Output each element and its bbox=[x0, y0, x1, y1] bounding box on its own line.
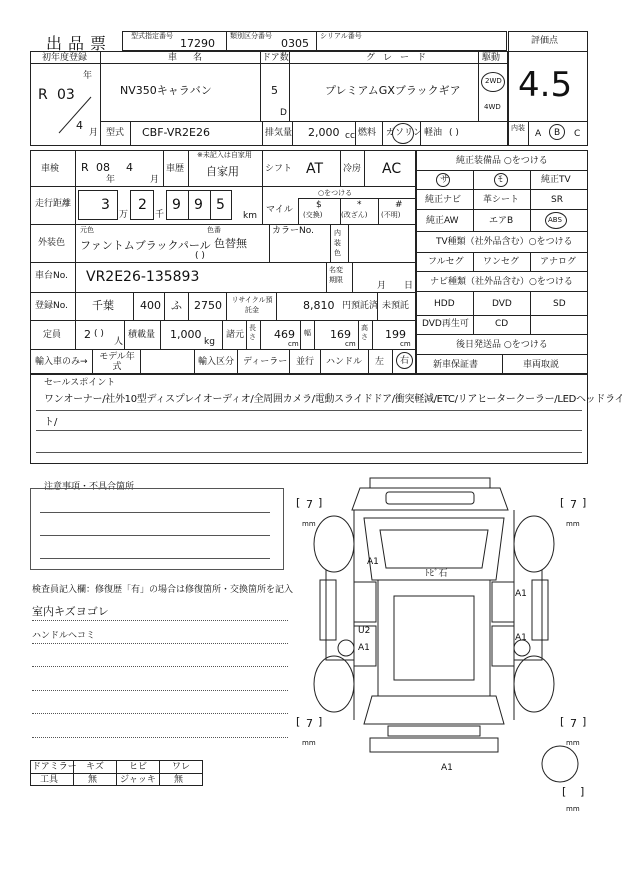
car-body-diagram bbox=[290, 470, 590, 810]
inspection-month-unit: 月 bbox=[150, 175, 160, 185]
mark-windshield: ﾄﾋﾞ石 bbox=[425, 569, 448, 579]
inspector-note-2: ハンドルヘコミ bbox=[32, 631, 96, 641]
reg-kana: ふ bbox=[171, 299, 182, 312]
rear-window-outline bbox=[364, 696, 504, 724]
load: 1,000 bbox=[170, 328, 202, 341]
first-reg-month: 4 bbox=[76, 119, 83, 132]
class-no: 0305 bbox=[281, 37, 309, 50]
sales-line-2: ト/ bbox=[44, 417, 58, 428]
tire-fl-unit: mm bbox=[302, 520, 316, 528]
tamper-label: (改ざん) bbox=[341, 211, 368, 219]
tamper-symbol: * bbox=[357, 200, 362, 210]
first-reg-year-unit: 年 bbox=[83, 71, 93, 81]
caution-label: 注意事項・不具合箇所 bbox=[44, 482, 135, 492]
interior-a: A bbox=[535, 129, 542, 139]
color-no-label: 色番 bbox=[207, 226, 221, 234]
score-label: 評価点 bbox=[531, 36, 559, 46]
legend-v1: 工具 bbox=[40, 775, 59, 785]
height-unit: cm bbox=[400, 340, 411, 348]
equip-aw: 純正AW bbox=[426, 216, 459, 226]
mark-rear-bumper: A1 bbox=[441, 763, 453, 773]
mileage-digit-4: 9 bbox=[194, 197, 203, 213]
first-reg-month-unit: 月 bbox=[89, 128, 99, 138]
tv-fullseg: フルセグ bbox=[428, 257, 464, 267]
mark-right-front: A1 bbox=[515, 589, 527, 599]
inspection-month: 4 bbox=[126, 161, 133, 174]
chassis-label: 車台No. bbox=[35, 271, 68, 281]
tire-rear-left bbox=[314, 656, 354, 712]
first-reg-era: R bbox=[38, 87, 48, 103]
name-change-month: 月 bbox=[377, 281, 387, 291]
legend-h1: ドアミラー bbox=[32, 762, 77, 772]
mark-left-slide: U2 bbox=[358, 626, 371, 636]
mileage-digit-5: 5 bbox=[216, 197, 225, 213]
grade: プレミアムGXブラックギア bbox=[325, 84, 461, 97]
equip-sr: SR bbox=[551, 195, 563, 205]
tv-oneseg: ワンセグ bbox=[483, 257, 520, 267]
exterior-label: 外装色 bbox=[38, 238, 66, 248]
mileage-unit: km bbox=[243, 211, 257, 221]
mark-right-rear: A1 bbox=[515, 633, 527, 643]
handle-left: 左 bbox=[375, 357, 385, 367]
color-code-label: カラーNo. bbox=[272, 226, 314, 236]
model-year-label: モデル年式 bbox=[99, 352, 135, 372]
dealer: ディーラー bbox=[243, 357, 288, 367]
grade-label: グレード bbox=[366, 53, 435, 63]
interior-color-label: 内装色 bbox=[334, 229, 341, 257]
navi-type-label: ナビ種類（社外品含む）○をつける bbox=[430, 277, 573, 287]
doc-warranty: 新車保証書 bbox=[433, 360, 479, 370]
doors-d: D bbox=[280, 108, 287, 118]
mileage-man: 万 bbox=[119, 210, 129, 220]
import-label: 輸入車のみ→ bbox=[35, 357, 88, 367]
equip-airbag: エアB bbox=[489, 216, 514, 226]
unknown-symbol: # bbox=[395, 200, 403, 210]
inspection-label: 車検 bbox=[41, 164, 60, 174]
type-no: 17290 bbox=[180, 37, 215, 50]
exchange-symbol: $ bbox=[316, 200, 322, 210]
class-no-label: 類別区分番号 bbox=[230, 32, 272, 40]
import-type-label: 輸入区分 bbox=[198, 357, 235, 367]
doc-manual: 車両取説 bbox=[523, 360, 560, 370]
tire-spare bbox=[542, 746, 578, 782]
inspection-year-unit: 年 bbox=[106, 175, 116, 185]
equip-sunroof: サ bbox=[440, 175, 450, 185]
equip-abs: ABS bbox=[548, 216, 562, 224]
hood-outline bbox=[352, 488, 508, 510]
orig-color-label: 元色 bbox=[80, 226, 94, 234]
recycle-label: リサイクル預託金 bbox=[231, 296, 273, 314]
mileage-label: 走行距離 bbox=[35, 199, 72, 209]
doors-label: ドア数 bbox=[262, 53, 289, 63]
mileage-digit-3: 9 bbox=[172, 197, 181, 213]
tire-rr-depth: 7 bbox=[570, 717, 577, 730]
displacement-unit: cc bbox=[345, 131, 355, 141]
load-unit: kg bbox=[204, 337, 215, 347]
serial-label: シリアル番号 bbox=[320, 32, 362, 40]
equip-navi: 純正ナビ bbox=[425, 195, 462, 205]
history-label: 車歴 bbox=[166, 164, 185, 174]
page-title: 出品票 bbox=[46, 34, 113, 53]
shift-label: シフト bbox=[265, 164, 293, 174]
history: 自家用 bbox=[206, 165, 239, 178]
legend-h4: ワレ bbox=[172, 762, 191, 772]
dims-label: 諸元 bbox=[226, 330, 245, 340]
tire-rl-unit: mm bbox=[302, 739, 316, 747]
reg-class: 400 bbox=[140, 299, 161, 312]
capacity-paren: ( ) bbox=[94, 329, 104, 339]
mileage-sen: 千 bbox=[155, 210, 165, 220]
fuel: ガソリン bbox=[386, 128, 423, 138]
legend-v3: ジャッキ bbox=[120, 775, 156, 785]
roof-outline bbox=[378, 580, 490, 696]
legend-h2: キズ bbox=[86, 762, 104, 772]
tire-rear-right bbox=[514, 656, 554, 712]
inspector-label: 検査員記入欄：修復歴「有」の場合は修復箇所・交換箇所を記入 bbox=[32, 585, 294, 595]
diesel-paren: ( ) bbox=[449, 128, 459, 138]
width-label: 幅 bbox=[304, 329, 311, 337]
navi-dvd: DVD bbox=[492, 299, 512, 309]
drive-label: 駆動 bbox=[482, 53, 501, 63]
rear-bumper-outline bbox=[370, 738, 498, 752]
tire-spare-unit: mm bbox=[566, 805, 580, 813]
tire-fr-depth: 7 bbox=[570, 498, 577, 511]
drive-2wd: 2WD bbox=[485, 77, 502, 85]
ac-label: 冷房 bbox=[343, 164, 362, 174]
mark-left-slide-2: A1 bbox=[358, 643, 370, 653]
inspection-era: R bbox=[81, 161, 89, 174]
mileage-digit-2: 2 bbox=[138, 197, 147, 213]
navi-sd: SD bbox=[553, 299, 566, 309]
inspection-year: 08 bbox=[96, 161, 110, 174]
diesel-label: 軽油 bbox=[424, 128, 443, 138]
load-label: 積載量 bbox=[128, 330, 156, 340]
height-label: 高さ bbox=[361, 324, 368, 341]
tire-fl-depth: 7 bbox=[306, 498, 313, 511]
mileage-circle-note: ○をつける bbox=[318, 189, 353, 197]
equip-leather: 革シート bbox=[483, 195, 520, 205]
reg-label: 登録No. bbox=[35, 301, 68, 311]
unknown-label: (不明) bbox=[381, 211, 401, 219]
fuel-label: 燃料 bbox=[358, 128, 377, 138]
name-change-label: 名変期限 bbox=[329, 266, 343, 284]
length: 469 bbox=[274, 328, 295, 341]
reg-number: 2750 bbox=[194, 299, 222, 312]
interior-label: 内装 bbox=[511, 124, 525, 132]
equip-tv: 純正TV bbox=[541, 175, 571, 185]
drive-4wd: 4WD bbox=[484, 103, 501, 111]
color-unchanged: 色替無 bbox=[214, 237, 247, 250]
interior-b: B bbox=[554, 128, 561, 138]
mile-label: マイル bbox=[266, 205, 293, 215]
parallel: 並行 bbox=[296, 357, 315, 367]
doors: 5 bbox=[271, 84, 278, 97]
reg-area: 千葉 bbox=[92, 299, 114, 312]
score-value: 4.5 bbox=[518, 65, 573, 105]
length-unit: cm bbox=[288, 340, 299, 348]
handle-right: 右 bbox=[400, 356, 410, 366]
orig-color: ファントムブラックパール bbox=[80, 239, 211, 252]
name-change-day: 日 bbox=[404, 281, 414, 291]
height: 199 bbox=[385, 328, 406, 341]
tire-rl-depth: 7 bbox=[306, 717, 313, 730]
navi-cd: CD bbox=[495, 319, 509, 329]
first-reg-label: 初年度登録 bbox=[42, 53, 88, 63]
model-label: 型式 bbox=[106, 128, 125, 138]
type-no-label: 型式指定番号 bbox=[131, 32, 173, 40]
capacity: 2 bbox=[84, 328, 91, 341]
legend-h3: ヒビ bbox=[129, 762, 148, 772]
tire-front-right bbox=[514, 516, 554, 572]
chassis: VR2E26-135893 bbox=[86, 269, 200, 285]
history-note: ※未記入は自家用 bbox=[197, 151, 252, 159]
car-name-label: 車名 bbox=[168, 53, 219, 63]
docs-label: 後日発送品 ○をつける bbox=[456, 340, 548, 350]
tire-rr-unit: mm bbox=[566, 739, 580, 747]
color-paren: ( ) bbox=[195, 251, 205, 261]
length-label: 長さ bbox=[249, 324, 256, 341]
navi-dvd-play: DVD再生可 bbox=[422, 319, 469, 329]
left-side-panel bbox=[320, 580, 336, 640]
factory-label: 純正装備品 ○をつける bbox=[456, 156, 548, 166]
model: CBF-VR2E26 bbox=[142, 126, 210, 139]
sales-line-1: ワンオーナー/社外10型ディスプレイオーディオ/全周囲カメラ/電動スライドドア/衝突軽減/ETC/リアヒータークーラー/LEDヘッドライ bbox=[44, 394, 625, 405]
sales-label: セールスポイント bbox=[44, 378, 116, 388]
capacity-label: 定員 bbox=[43, 330, 62, 340]
width: 169 bbox=[330, 328, 351, 341]
displacement-label: 排気量 bbox=[265, 128, 293, 138]
recycle-amount: 8,810 bbox=[303, 299, 335, 312]
shift: AT bbox=[306, 161, 324, 177]
legend-v2: 無 bbox=[88, 775, 98, 785]
tire-front-left bbox=[314, 516, 354, 572]
displacement: 2,000 bbox=[308, 126, 340, 139]
front-bumper-outline bbox=[370, 478, 490, 488]
mileage-box-1 bbox=[78, 190, 118, 220]
navi-hdd: HDD bbox=[434, 299, 455, 309]
right-side-panel bbox=[532, 580, 548, 640]
tv-analog: アナログ bbox=[540, 257, 577, 267]
handle-label: ハンドル bbox=[326, 357, 363, 367]
ac: AC bbox=[382, 161, 402, 177]
capacity-unit: 人 bbox=[114, 337, 124, 347]
tv-type-label: TV種類（社外品含む）○をつける bbox=[436, 237, 573, 247]
car-name: NV350キャラバン bbox=[120, 84, 212, 97]
width-unit: cm bbox=[345, 340, 356, 348]
recycle-unit: 円預託済 bbox=[342, 301, 379, 311]
recycle-unpaid: 未預託 bbox=[382, 301, 410, 311]
inspector-note-1: 室内キズヨゴレ bbox=[32, 605, 109, 618]
equip-mo: ﾓ bbox=[498, 175, 503, 185]
interior-c: C bbox=[574, 129, 581, 139]
exchange-label: (交換) bbox=[303, 211, 323, 219]
first-reg-year: 03 bbox=[57, 87, 75, 103]
tire-fr-unit: mm bbox=[566, 520, 580, 528]
legend-v4: 無 bbox=[174, 775, 184, 785]
mileage-digit-1: 3 bbox=[101, 197, 110, 213]
mark-front-left: A1 bbox=[367, 557, 379, 567]
